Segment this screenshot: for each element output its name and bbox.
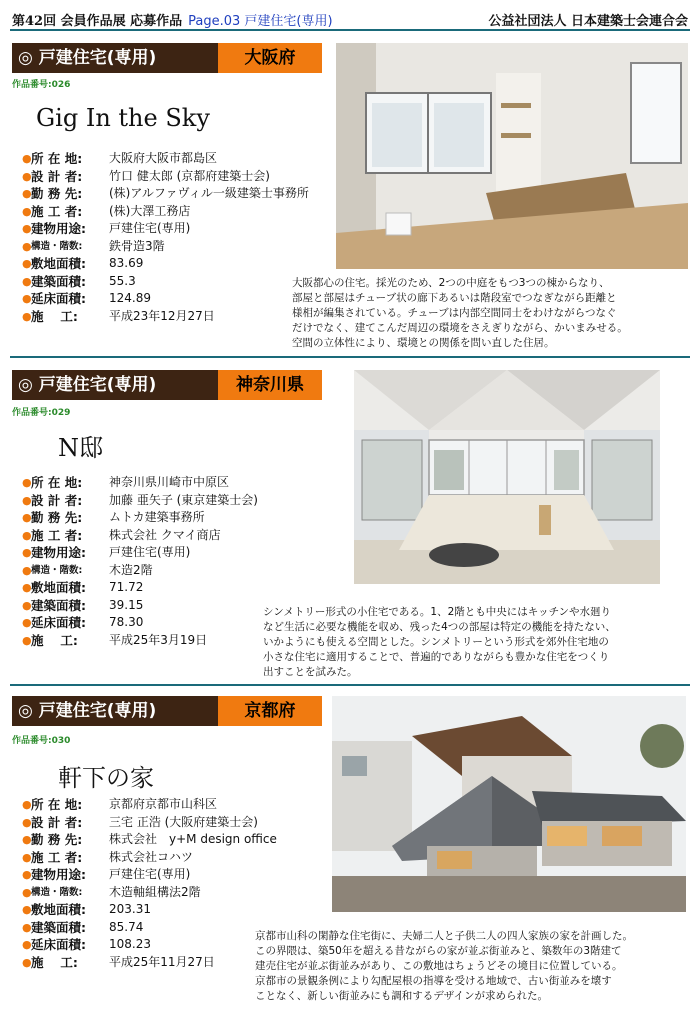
project-title: 軒下の家 <box>58 764 154 792</box>
info-row: ● 勤 務 先: 株式会社 y+M design office <box>22 832 277 847</box>
field-value: 鉄骨造3階 <box>109 238 165 253</box>
field-label: 構造・階数: <box>31 564 83 576</box>
organization-name: 公益社団法人 日本建築士会連合会 <box>488 14 688 29</box>
section-divider <box>10 356 690 358</box>
description-line: 京都市山科の閑静な住宅街に、夫婦二人と子供二人の四人家族の家を計画した。 <box>255 930 633 942</box>
info-row: ● 建物用途: 戸建住宅(専用) <box>22 221 191 236</box>
field-value: 戸建住宅(専用) <box>109 545 191 559</box>
field-value: 竹口 健太郎 (京都府建築士会) <box>109 168 270 183</box>
description-line: 大阪都心の住宅。採光のため、2つの中庭をもつ3つの棟からなり、 <box>292 277 610 289</box>
info-row: ● 敷地面積: 203.31 <box>22 902 151 917</box>
field-value: 203.31 <box>109 902 151 916</box>
page-label: Page.03 戸建住宅(専用) <box>188 14 333 29</box>
field-label: 設 計 者: <box>31 492 83 508</box>
field-label: 設 計 者: <box>31 814 83 830</box>
field-value: 三宅 正浩 (大阪府建築士会) <box>109 814 258 829</box>
info-row: ● 建築面積: 85.74 <box>22 919 144 935</box>
field-value: 平成25年3月19日 <box>109 632 208 647</box>
field-label: 構造・階数: <box>31 240 83 252</box>
info-row: ● 敷地面積: 71.72 <box>22 580 144 595</box>
field-value: 戸建住宅(専用) <box>109 867 191 881</box>
info-row: ● 延床面積: 108.23 <box>22 937 151 952</box>
field-label: 施 工: <box>31 954 78 970</box>
field-value: (株)アルファヴィル一級建築士事務所 <box>109 186 309 200</box>
project-photo-1 <box>336 43 688 269</box>
field-label: 建物用途: <box>31 867 86 882</box>
description-line: 京都市の景観条例により勾配屋根の指導を受ける地域で、古い街並みを壊す <box>255 975 612 987</box>
project-info-1 <box>22 150 309 325</box>
info-row: ● 施 工: 平成23年12月27日 <box>22 308 215 324</box>
info-row: ● 建築面積: 55.3 <box>22 273 136 289</box>
category-bar-2 <box>12 370 322 400</box>
info-row: ● 構造・階数: 木造軸組構法2階 <box>22 884 277 902</box>
work-number: 作品番号:029 <box>12 408 71 418</box>
field-value: ムトカ建築事務所 <box>109 510 205 524</box>
info-row: ● 施 工: 平成25年3月19日 <box>22 632 208 648</box>
field-label: 施 工: <box>31 632 78 648</box>
info-row: ● 勤 務 先: (株)アルファヴィル一級建築士事務所 <box>22 186 309 201</box>
field-value: 株式会社 y+M design office <box>109 832 277 846</box>
project-description-2 <box>263 605 616 680</box>
field-label: 敷地面積: <box>31 256 86 271</box>
field-value: 戸建住宅(専用) <box>109 221 191 235</box>
field-value: 木造軸組構法2階 <box>109 884 201 899</box>
description-line: だけでなく、建てこんだ周辺の環境をさえぎりながら、かいまみせる。 <box>292 322 628 334</box>
field-value: 木造2階 <box>109 562 153 577</box>
field-value: 78.30 <box>109 615 144 629</box>
field-label: 建築面積: <box>31 273 86 289</box>
description-line: 小さな住宅に適用することで、普遍的でありながらも豊かな住宅をつくり <box>263 651 610 663</box>
info-row: ● 敷地面積: 83.69 <box>22 256 144 271</box>
project-title: N邸 <box>58 434 103 462</box>
field-label: 構造・階数: <box>31 886 83 898</box>
description-line: 部屋と部屋はチューブ状の廊下あるいは階段室でつなぎながら距離と <box>292 292 617 304</box>
description-line: など生活に必要な機能を収め、残った4つの部屋は特定の機能を持たない、 <box>263 621 616 633</box>
project-description-3 <box>255 929 633 1004</box>
category-label: ◎ 戸建住宅(専用) <box>12 43 218 73</box>
description-line: ことなく、新しい街並みにも調和するデザインが求められた。 <box>255 990 549 1002</box>
field-label: 延床面積: <box>31 291 86 306</box>
field-value: 71.72 <box>109 580 144 594</box>
info-row: ● 設 計 者: 三宅 正浩 (大阪府建築士会) <box>22 814 258 830</box>
field-value: 株式会社コハツ <box>109 849 194 864</box>
project-photo-2 <box>354 370 660 584</box>
field-value: 124.89 <box>109 291 151 305</box>
field-label: 建築面積: <box>31 919 86 935</box>
field-label: 勤 務 先: <box>31 510 83 525</box>
field-label: 施 工 者: <box>31 527 83 543</box>
prefecture-label: 神奈川県 <box>218 370 322 400</box>
header-rule <box>10 29 690 31</box>
description-line: シンメトリー形式の小住宅である。1、2階とも中央にはキッチンや水廻り <box>263 606 612 618</box>
info-row: ● 設 計 者: 竹口 健太郎 (京都府建築士会) <box>22 168 270 184</box>
field-value: 55.3 <box>109 273 136 288</box>
field-label: 所 在 地: <box>31 797 83 812</box>
prefecture-label: 京都府 <box>218 696 322 726</box>
field-value: 神奈川県川崎市中原区 <box>109 475 230 489</box>
field-value: 株式会社 クマイ商店 <box>109 527 221 542</box>
category-label: ◎ 戸建住宅(専用) <box>12 370 218 400</box>
project-description-1 <box>292 276 628 351</box>
info-row: ● 建物用途: 戸建住宅(専用) <box>22 867 191 882</box>
info-row: ● 施 工 者: 株式会社コハツ <box>22 849 194 865</box>
description-line: 建売住宅が並ぶ街並みがあり、この敷地はちょうどその境目に位置している。 <box>255 960 623 972</box>
field-value: 平成23年12月27日 <box>109 308 215 323</box>
info-row: ● 建築面積: 39.15 <box>22 597 144 613</box>
category-bar-1 <box>12 43 322 73</box>
section-divider <box>10 684 690 686</box>
field-label: 敷地面積: <box>31 902 86 917</box>
info-row: ● 延床面積: 124.89 <box>22 291 151 306</box>
field-value: 京都府京都市山科区 <box>109 797 218 811</box>
description-line: この界隈は、築50年を超える昔ながらの家が並ぶ街並みと、築数年の3階建て <box>255 945 622 957</box>
work-number: 作品番号:026 <box>12 80 71 90</box>
info-row: ● 施 工 者: 株式会社 クマイ商店 <box>22 527 221 543</box>
description-line: 様相が編集されている。チューブは内部空間同士をわけながらつなぐ <box>292 307 617 319</box>
field-label: 勤 務 先: <box>31 186 83 201</box>
field-value: 108.23 <box>109 937 151 951</box>
project-info-3 <box>22 796 277 971</box>
field-label: 勤 務 先: <box>31 832 83 847</box>
field-label: 設 計 者: <box>31 168 83 184</box>
exhibition-title: 第42回 会員作品展 応募作品 <box>12 14 183 29</box>
info-row: ● 構造・階数: 木造2階 <box>22 562 258 580</box>
field-label: 延床面積: <box>31 615 86 630</box>
info-row: ● 構造・階数: 鉄骨造3階 <box>22 238 309 256</box>
category-bar-3 <box>12 696 322 726</box>
field-label: 施 工 者: <box>31 203 83 219</box>
info-row: ● 施 工: 平成25年11月27日 <box>22 954 215 970</box>
work-number: 作品番号:030 <box>12 736 71 746</box>
info-row: ● 所 在 地: 神奈川県川崎市中原区 <box>22 475 230 490</box>
field-label: 施 工: <box>31 308 78 324</box>
field-value: (株)大澤工務店 <box>109 203 191 218</box>
info-row: ● 所 在 地: 京都府京都市山科区 <box>22 797 218 812</box>
project-photo-3 <box>332 696 686 912</box>
project-title: Gig In the Sky <box>36 104 210 132</box>
page-header-left <box>12 10 333 29</box>
info-row: ● 設 計 者: 加藤 亜矢子 (東京建築士会) <box>22 492 258 508</box>
description-line: 空間の立体性により、環境との関係を問い直した住居。 <box>292 337 555 349</box>
info-row: ● 勤 務 先: ムトカ建築事務所 <box>22 510 205 525</box>
info-row: ● 建物用途: 戸建住宅(専用) <box>22 545 191 560</box>
field-value: 大阪府大阪市都島区 <box>109 151 218 165</box>
field-value: 85.74 <box>109 919 144 934</box>
field-label: 建物用途: <box>31 545 86 560</box>
field-value: 83.69 <box>109 256 144 270</box>
field-label: 所 在 地: <box>31 475 83 490</box>
info-row: ● 施 工 者: (株)大澤工務店 <box>22 203 191 219</box>
field-label: 建築面積: <box>31 597 86 613</box>
info-row: ● 所 在 地: 大阪府大阪市都島区 <box>22 151 218 166</box>
description-line: 出すことを試みた。 <box>263 666 358 678</box>
field-value: 加藤 亜矢子 (東京建築士会) <box>109 492 258 507</box>
field-label: 敷地面積: <box>31 580 86 595</box>
description-line: いかようにも使える空間とした。シンメトリーという形式を郊外住宅地の <box>263 636 609 648</box>
field-label: 建物用途: <box>31 221 86 236</box>
field-value: 平成25年11月27日 <box>109 954 215 969</box>
field-value: 39.15 <box>109 597 144 612</box>
project-info-2 <box>22 474 258 649</box>
field-label: 所 在 地: <box>31 151 83 166</box>
field-label: 施 工 者: <box>31 849 83 865</box>
category-label: ◎ 戸建住宅(専用) <box>12 696 218 726</box>
field-label: 延床面積: <box>31 937 86 952</box>
prefecture-label: 大阪府 <box>218 43 322 73</box>
info-row: ● 延床面積: 78.30 <box>22 615 144 630</box>
